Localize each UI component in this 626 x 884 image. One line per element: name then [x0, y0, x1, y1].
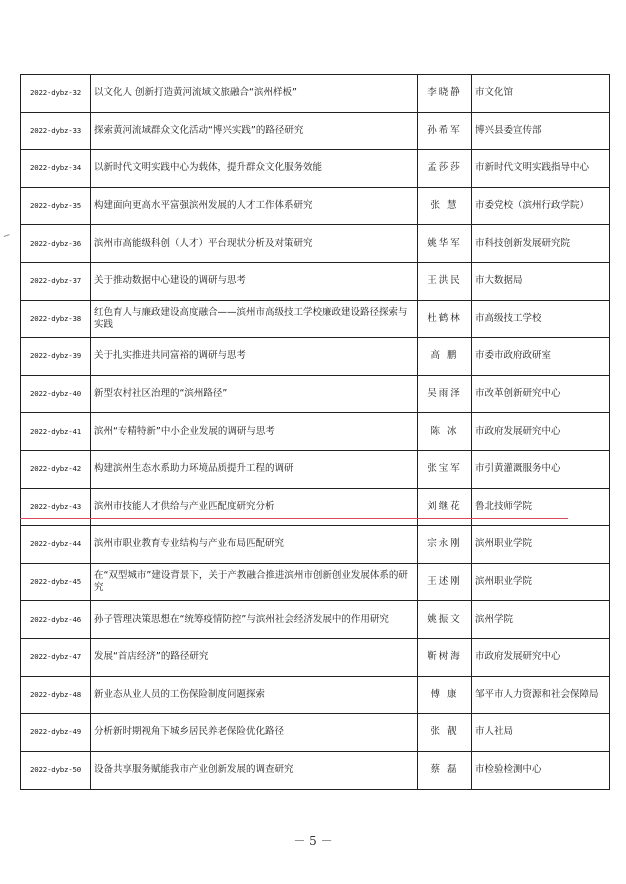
- project-leader: 刘继花: [418, 489, 472, 526]
- project-leader: 孟莎莎: [418, 150, 472, 187]
- project-code: 2022-dybz-36: [21, 225, 91, 262]
- project-title: 红色育人与廉政建设高度融合——滨州市高级技工学校廉政建设路径探索与实践: [91, 301, 418, 338]
- project-unit: 市政府发展研究中心: [475, 425, 561, 437]
- table-row: [21, 752, 609, 790]
- project-title: 以新时代文明实践中心为载体，提升群众文化服务效能: [91, 150, 418, 187]
- project-title: 关于扎实推进共同富裕的调研与思考: [91, 338, 418, 375]
- table-row: [21, 188, 609, 226]
- project-unit: 市文化馆: [475, 87, 514, 99]
- project-leader: 王洪民: [418, 263, 472, 300]
- project-title: 滨州“专精特新”中小企业发展的调研与思考: [91, 413, 418, 450]
- highlight-underline: [20, 518, 568, 519]
- project-code: 2022-dybz-45: [21, 564, 91, 601]
- project-code: 2022-dybz-35: [21, 188, 91, 225]
- project-unit: 市委党校（滨州行政学院）: [475, 200, 590, 212]
- project-title: 滨州市技能人才供给与产业匹配度研究分析: [91, 489, 418, 526]
- project-leader: 杜鹤林: [418, 301, 472, 338]
- project-unit: 市改革创新研究中心: [475, 388, 561, 400]
- project-code: 2022-dybz-40: [21, 376, 91, 413]
- table-row: [21, 639, 609, 677]
- project-code: 2022-dybz-42: [21, 451, 91, 488]
- project-unit: 市高级技工学校: [475, 312, 542, 324]
- table-row: [21, 301, 609, 339]
- project-title: 滨州市职业教育专业结构与产业布局匹配研究: [91, 526, 418, 563]
- project-leader: 姚华军: [418, 225, 472, 262]
- project-title: 构建滨州生态水系助力环境品质提升工程的调研: [91, 451, 418, 488]
- project-title: 新业态从业人员的工伤保险制度问题探索: [91, 677, 418, 714]
- project-leader: 姚振文: [418, 601, 472, 638]
- project-title: 探索黄河流域群众文化活动“博兴实践”的路径研究: [91, 113, 418, 150]
- project-code: 2022-dybz-33: [21, 113, 91, 150]
- project-leader: 王述刚: [418, 564, 472, 601]
- table-row: [21, 338, 609, 376]
- table-row: [21, 564, 609, 602]
- table-row: [21, 489, 609, 527]
- project-unit: 市科技创新发展研究院: [475, 237, 571, 249]
- project-unit: 市检验检测中心: [475, 764, 542, 776]
- project-unit: 邹平市人力资源和社会保障局: [475, 688, 599, 700]
- project-code: 2022-dybz-50: [21, 752, 91, 790]
- page-number: － 5 －: [293, 834, 333, 848]
- project-code: 2022-dybz-38: [21, 301, 91, 338]
- project-code: 2022-dybz-49: [21, 714, 91, 751]
- project-unit: 市大数据局: [475, 275, 523, 287]
- project-leader: 吴雨泽: [418, 376, 472, 413]
- project-leader: 张 慧: [418, 188, 472, 225]
- project-title: 发展“首店经济”的路径研究: [91, 639, 418, 676]
- project-code: 2022-dybz-46: [21, 601, 91, 638]
- project-code: 2022-dybz-48: [21, 677, 91, 714]
- project-table: [20, 74, 610, 790]
- table-row: [21, 601, 609, 639]
- project-leader: 李晓静: [418, 75, 472, 112]
- project-unit: 滨州学院: [475, 613, 514, 625]
- project-code: 2022-dybz-32: [21, 75, 91, 112]
- project-unit: 市政府发展研究中心: [475, 651, 561, 663]
- table-row: [21, 451, 609, 489]
- project-unit: 滨州职业学院: [475, 538, 533, 550]
- project-title: 设备共享服务赋能我市产业创新发展的调查研究: [91, 752, 418, 790]
- project-code: 2022-dybz-39: [21, 338, 91, 375]
- project-unit: 市人社局: [475, 726, 514, 738]
- project-leader: 孙希军: [418, 113, 472, 150]
- project-code: 2022-dybz-37: [21, 263, 91, 300]
- project-title: 新型农村社区治理的“滨州路径”: [91, 376, 418, 413]
- project-unit: 市新时代文明实践指导中心: [475, 162, 590, 174]
- project-code: 2022-dybz-44: [21, 526, 91, 563]
- project-leader: 张宝军: [418, 451, 472, 488]
- project-title: 分析新时期视角下城乡居民养老保险优化路径: [91, 714, 418, 751]
- project-leader: 陈 冰: [418, 413, 472, 450]
- project-unit: 滨州职业学院: [475, 576, 533, 588]
- project-unit: 博兴县委宣传部: [475, 124, 542, 136]
- project-title: 构建面向更高水平富强滨州发展的人才工作体系研究: [91, 188, 418, 225]
- table-row: [21, 225, 609, 263]
- table-row: [21, 75, 609, 113]
- table-row: [21, 714, 609, 752]
- project-unit: 鲁北技师学院: [475, 500, 533, 512]
- table-row: [21, 413, 609, 451]
- project-leader: 宗永刚: [418, 526, 472, 563]
- project-title: 滨州市高能级科创（人才）平台现状分析及对策研究: [91, 225, 418, 262]
- project-unit: 市引黄灌溉服务中心: [475, 463, 561, 475]
- project-code: 2022-dybz-47: [21, 639, 91, 676]
- project-leader: 靳树海: [418, 639, 472, 676]
- project-code: 2022-dybz-43: [21, 489, 91, 526]
- table-row: [21, 263, 609, 301]
- project-leader: 高 鹏: [418, 338, 472, 375]
- table-row: [21, 150, 609, 188]
- table-row: [21, 113, 609, 151]
- project-leader: 傅 康: [418, 677, 472, 714]
- project-title: 关于推动数据中心建设的调研与思考: [91, 263, 418, 300]
- margin-mark: [4, 234, 11, 239]
- table-row: [21, 526, 609, 564]
- project-leader: 张 靓: [418, 714, 472, 751]
- project-title: 以文化人 创新打造黄河流域文旅融合“滨州样板”: [91, 75, 418, 112]
- project-code: 2022-dybz-41: [21, 413, 91, 450]
- table-row: [21, 677, 609, 715]
- project-title: 孙子管理决策思想在“统筹疫情防控”与滨州社会经济发展中的作用研究: [91, 601, 418, 638]
- project-unit: 市委市政府政研室: [475, 350, 552, 362]
- table-row: [21, 376, 609, 414]
- project-title: 在“双型城市”建设背景下，关于产教融合推进滨州市创新创业发展体系的研究: [91, 564, 418, 601]
- project-code: 2022-dybz-34: [21, 150, 91, 187]
- project-leader: 蔡 磊: [418, 752, 472, 790]
